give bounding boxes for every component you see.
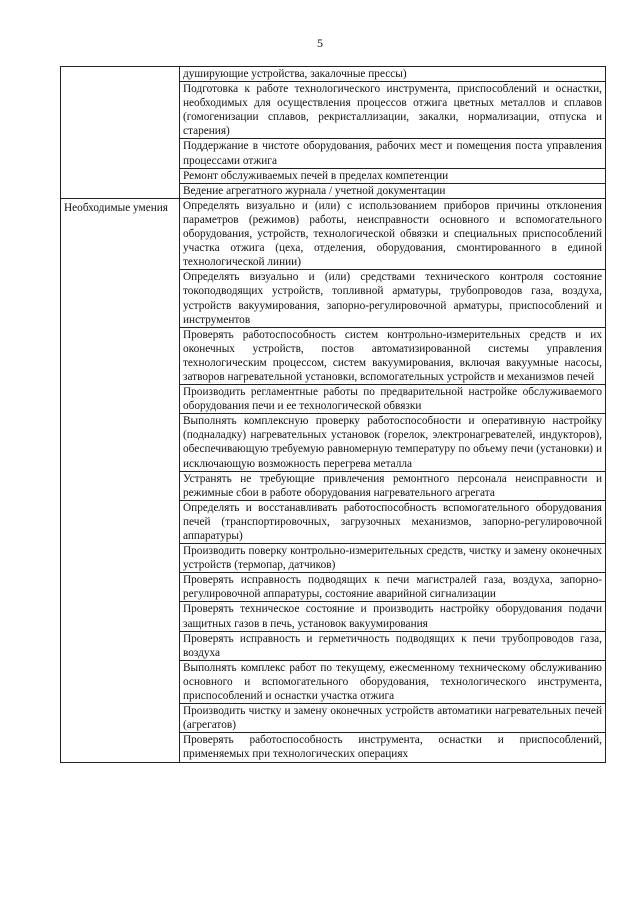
- table-cell: Проверять техническое состояние и производить настройку оборудования подачи защитных газов в печь, установок вакуумирования: [180, 602, 606, 631]
- table-cell: Выполнять комплексную проверку работоспособности и оперативную настройку (подналадку) нагревательных установок (горелок, электронагревателей, индукторов), обеспечивающую требуемую равномерную температуру по объему печи (установки) и исключающую возможность перегрева металла: [180, 414, 606, 471]
- table-cell: Определять визуально и (или) средствами технического контроля состояние токоподводящих устройств, топливной арматуры, трубопроводов газа, воздуха, устройств вакуумирования, запорно-регулировочной арматуры, приспособлений и инструментов: [180, 270, 606, 327]
- table-cell: Определять визуально и (или) с использованием приборов причины отклонения параметров (режимов) работы, неисправности основного и вспомогательного оборудования, устройств, технологической обвязки и специальных приспособлений участка отжига (цеха, отделения, оборудования, смонтированного в единой технологической линии): [180, 198, 606, 269]
- table-cell: Проверять работоспособность инструмента, оснастки и приспособлений, применяемых при технологических операциях: [180, 733, 606, 762]
- table-row: [61, 67, 606, 82]
- table-row: [61, 198, 606, 269]
- table-cell: Определять и восстанавливать работоспособность вспомогательного оборудования печей (транспортировочных, загрузочных механизмов, запорно-регулировочной аппаратуры): [180, 500, 606, 543]
- table-cell: Проверять исправность и герметичность подводящих к печи трубопроводов газа, воздуха: [180, 631, 606, 660]
- table-cell: Устранять не требующие привлечения ремонтного персонала неисправности и режимные сбои в работе оборудования нагревательного агрегата: [180, 471, 606, 500]
- table-cell: Производить регламентные работы по предварительной настройке обслуживаемого оборудования печи и ее технологической обвязки: [180, 385, 606, 414]
- table-cell: Производить поверку контрольно-измерительных средств, чистку и замену оконечных устройств (термопар, датчиков): [180, 544, 606, 573]
- table-cell: Производить чистку и замену оконечных устройств автоматики нагревательных печей (агрегатов): [180, 704, 606, 733]
- table-cell: Ремонт обслуживаемых печей в пределах компетенции: [180, 168, 606, 183]
- competency-table: [60, 66, 606, 763]
- table-cell: Проверять исправность подводящих к печи магистралей газа, воздуха, запорно-регулировочной аппаратуры, состояние аварийной сигнализации: [180, 573, 606, 602]
- section-label-skills: Необходимые умения: [61, 198, 180, 762]
- table-cell: Поддержание в чистоте оборудования, рабочих мест и помещения поста управления процессами отжига: [180, 139, 606, 168]
- table-cell: Проверять работоспособность систем контрольно-измерительных средств и их оконечных устройств, постов автоматизированной системы управления технологическим процессом, систем вакуумирования, включая вакуумные насосы, затворов нагревательной установки, вспомогательных устройств и механизмов печей: [180, 327, 606, 384]
- table-cell: Ведение агрегатного журнала / учетной документации: [180, 183, 606, 198]
- table-cell: Подготовка к работе технологического инструмента, приспособлений и оснастки, необходимых для осуществления процессов отжига цветных металлов и сплавов (гомогенизации сплавов, рекристаллизации, закалки, нормализации, отпуска и старения): [180, 82, 606, 139]
- row-label: [61, 67, 180, 199]
- table-cell: душирующие устройства, закалочные прессы): [180, 67, 606, 82]
- page-number: 5: [317, 36, 323, 50]
- table-cell: Выполнять комплекс работ по текущему, ежесменному техническому обслуживанию основного и вспомогательного оборудования, технологического инструмента, приспособлений и оснастки участка отжига: [180, 660, 606, 703]
